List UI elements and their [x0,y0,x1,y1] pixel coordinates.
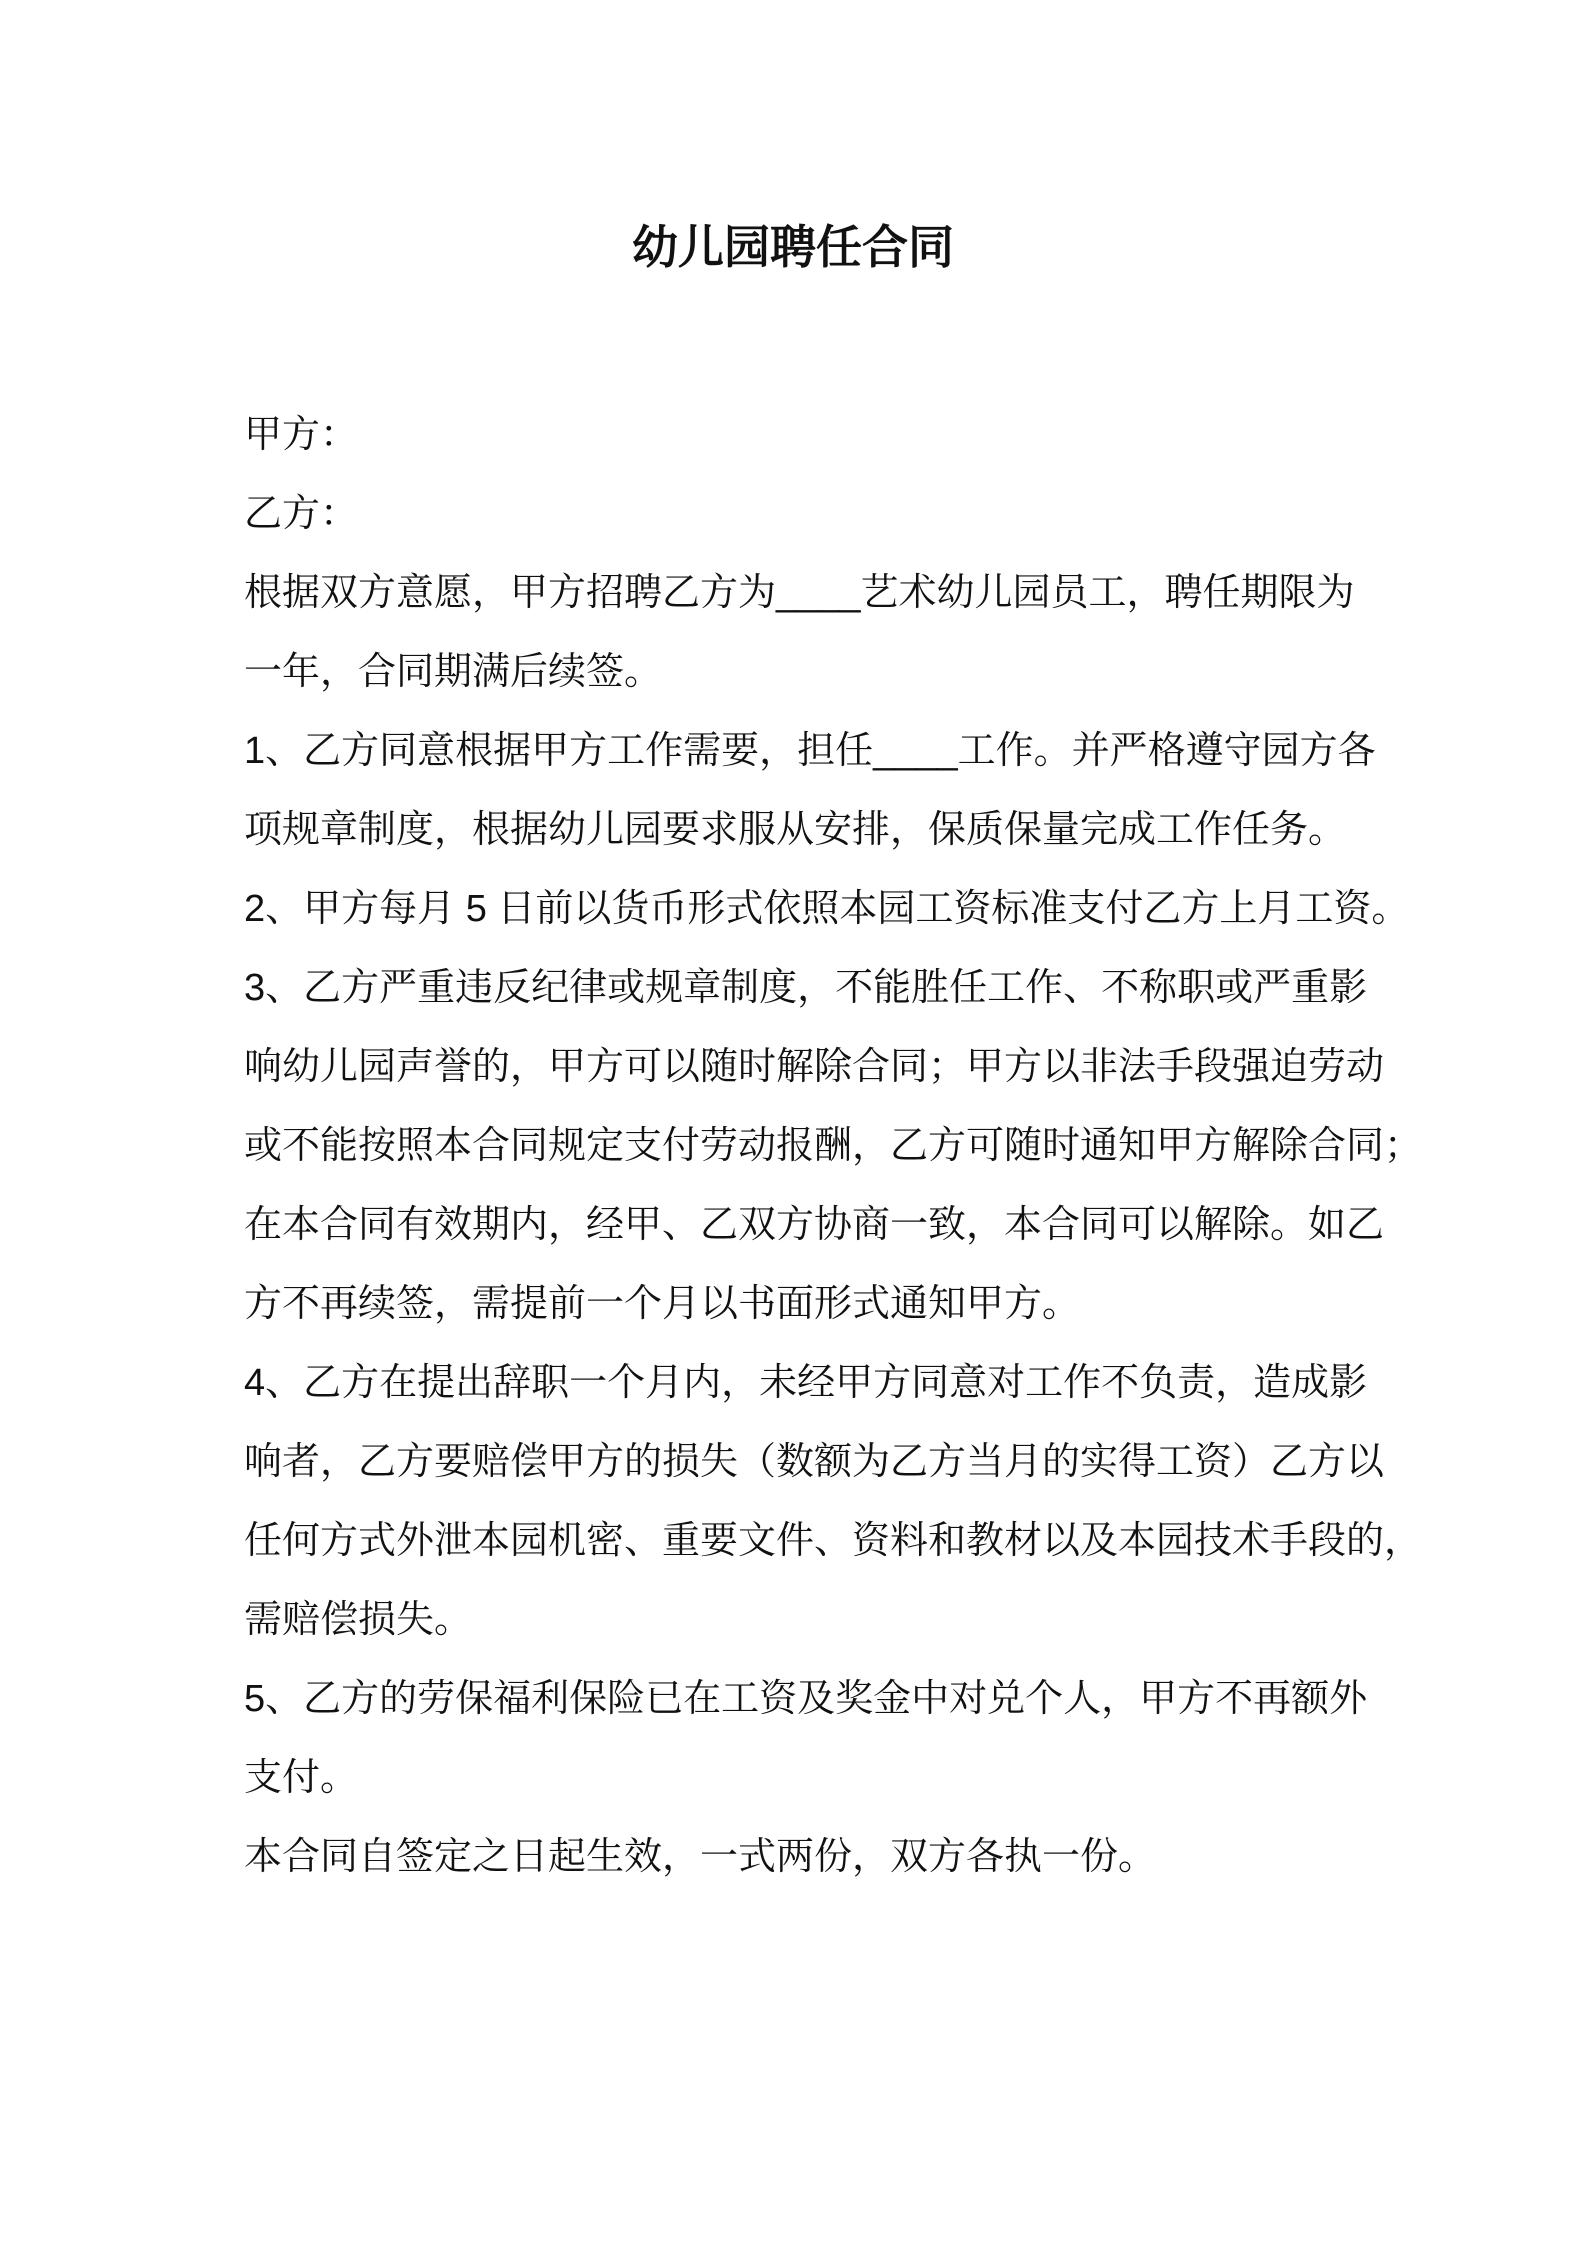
text-line: 项规章制度，根据幼儿园要求服从安排，保质保量完成工作任务。 [244,809,1347,851]
document-title: 幼儿园聘任合同 [632,221,954,273]
text-line: 响者，乙方要赔偿甲方的损失（数额为乙方当月的实得工资）乙方以 [244,1441,1385,1483]
clause-2-paragraph [244,870,1444,949]
text-line: 本合同自签定之日起生效，一式两份，双方各执一份。 [244,1836,1157,1878]
text-line: 或不能按照本合同规定支付劳动报酬，乙方可随时通知甲方解除合同； [244,1125,1423,1167]
text-line: 4、乙方在提出辞职一个月内，未经甲方同意对工作不负责，造成影 [244,1362,1368,1404]
text-line: 根据双方意愿，甲方招聘乙方为____艺术幼儿园员工，聘任期限为 [244,572,1355,614]
clause-5-paragraph [244,1660,1444,1818]
text-line: 在本合同有效期内，经甲、乙双方协商一致，本合同可以解除。如乙 [244,1204,1385,1246]
text-line: 2、甲方每月 5 日前以货币形式依照本园工资标准支付乙方上月工资。 [244,888,1410,930]
text-line: 乙方： [244,493,359,535]
document-body [244,396,1444,1897]
party-b-paragraph [244,475,1444,554]
closing-paragraph [244,1818,1444,1897]
intro-paragraph [244,554,1444,712]
party-a-paragraph [244,396,1444,475]
text-line: 方不再续签，需提前一个月以书面形式通知甲方。 [244,1283,1081,1325]
text-line: 一年，合同期满后续签。 [244,651,663,693]
clause-4-paragraph [244,1344,1444,1660]
text-line: 甲方： [244,414,359,456]
clause-1-paragraph [244,712,1444,870]
clause-3-paragraph [244,949,1444,1344]
text-line: 1、乙方同意根据甲方工作需要，担任____工作。并严格遵守园方各 [244,730,1376,772]
text-line: 需赔偿损失。 [244,1599,473,1641]
text-line: 任何方式外泄本园机密、重要文件、资料和教材以及本园技术手段的， [244,1520,1423,1562]
text-line: 支付。 [244,1757,359,1799]
text-line: 3、乙方严重违反纪律或规章制度，不能胜任工作、不称职或严重影 [244,967,1368,1009]
text-line: 5、乙方的劳保福利保险已在工资及奖金中对兑个人，甲方不再额外 [244,1678,1368,1720]
text-line: 响幼儿园声誉的，甲方可以随时解除合同；甲方以非法手段强迫劳动 [244,1046,1385,1088]
